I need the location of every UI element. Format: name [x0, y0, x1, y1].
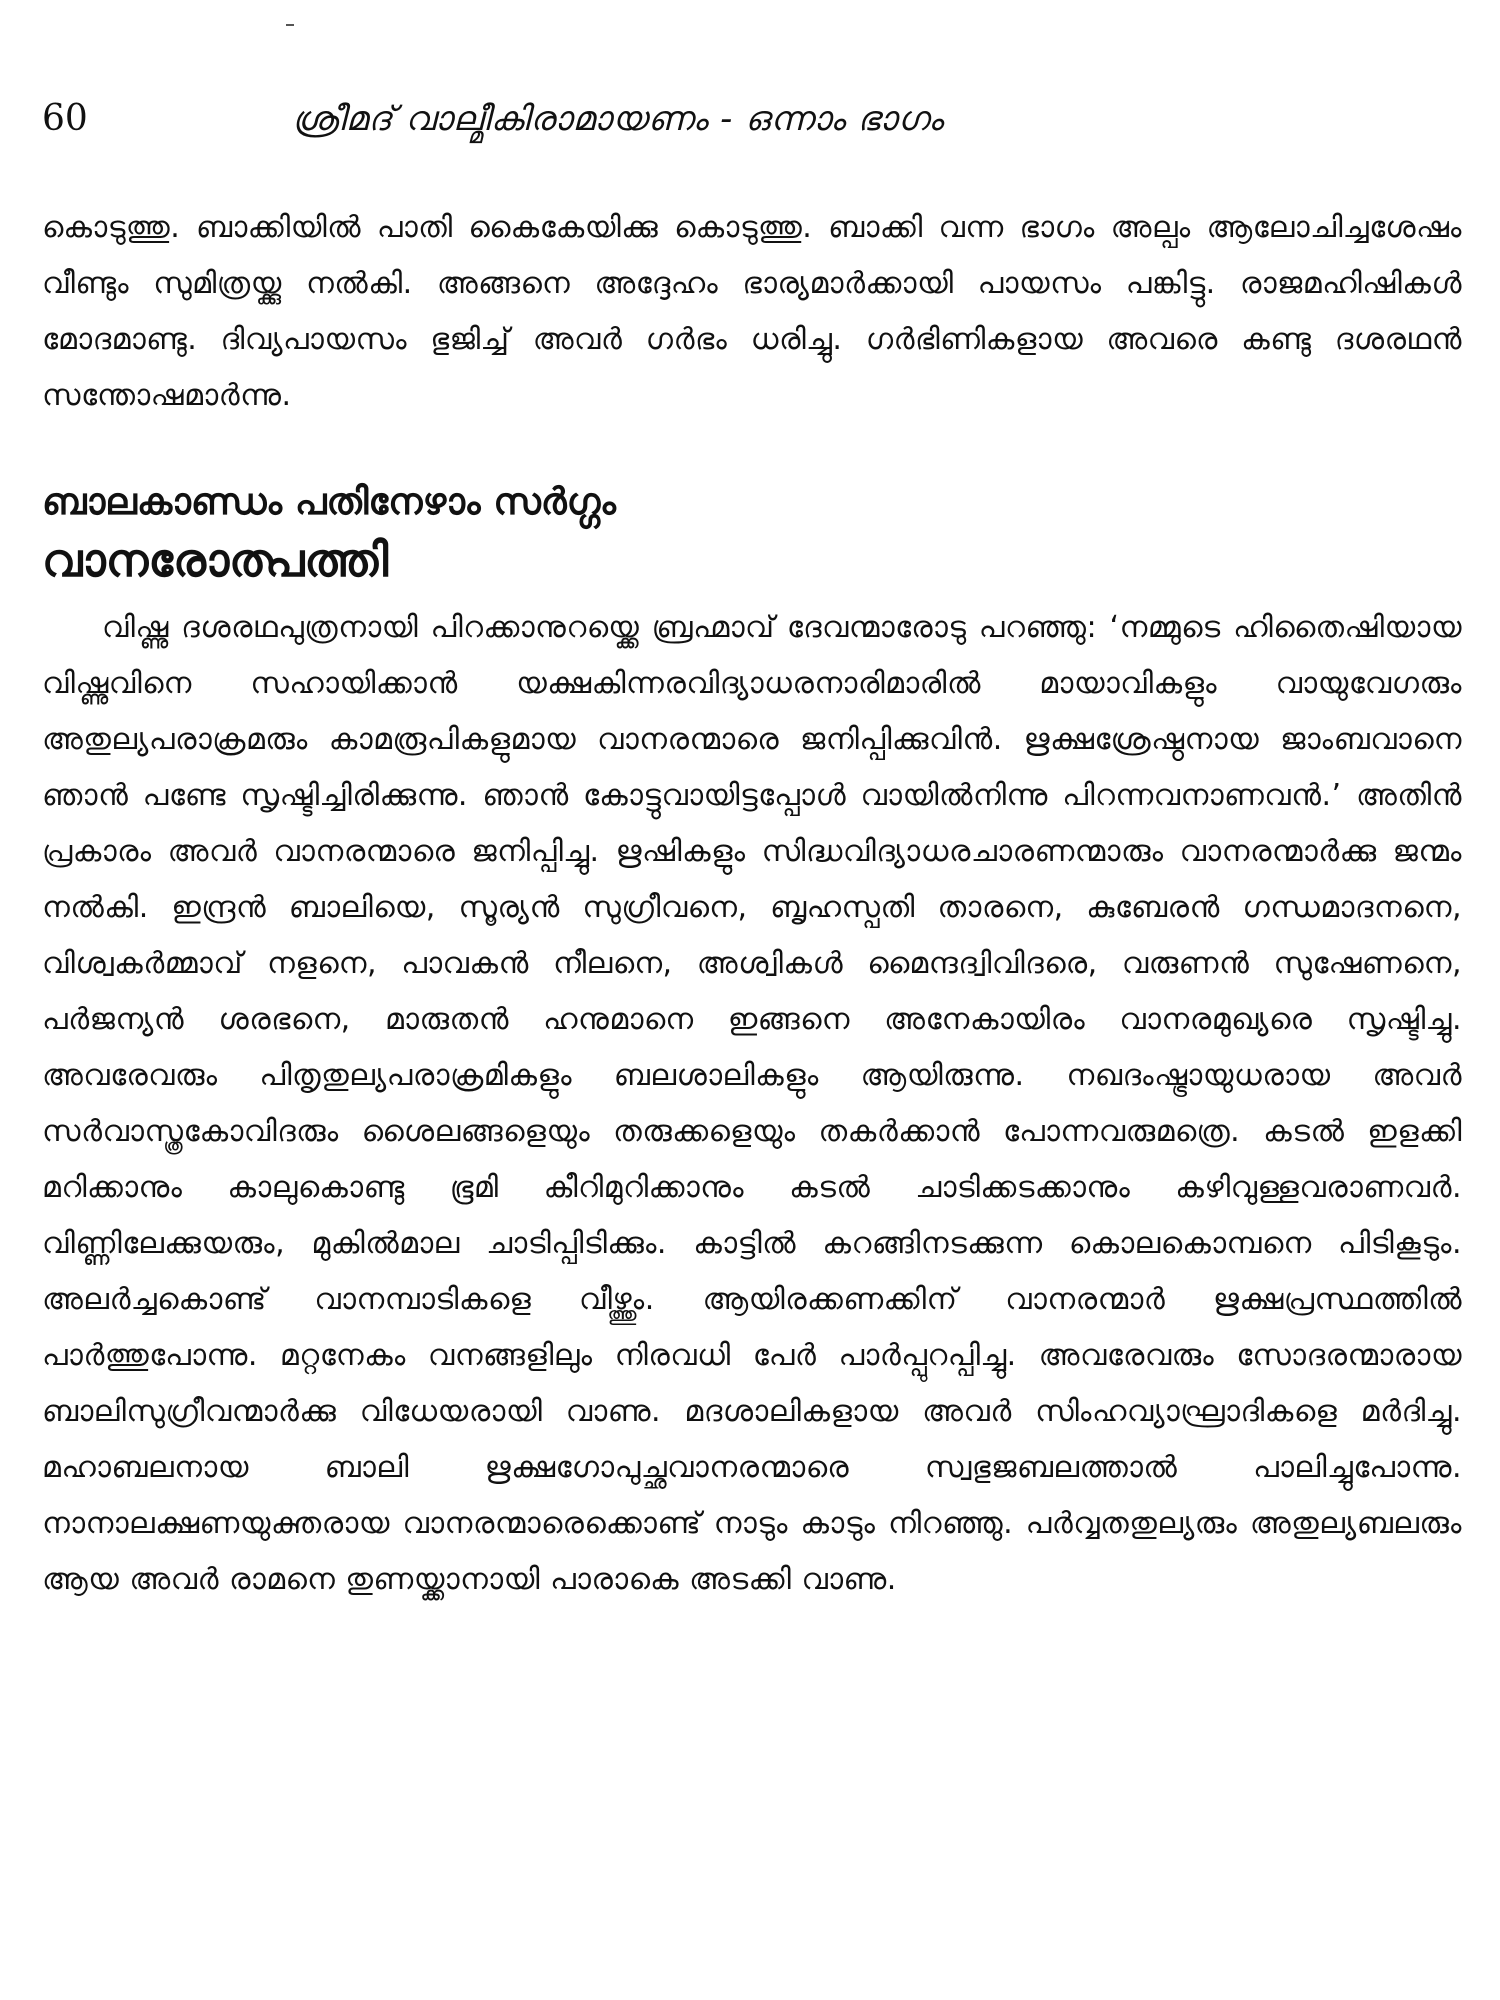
page-header	[42, 96, 1242, 146]
page-number: 60	[42, 98, 88, 139]
scan-speck	[286, 24, 294, 26]
paragraph-continuation: കൊടുത്തു. ബാക്കിയിൽ പാതി കൈകേയിക്കു കൊടുത്തു. ബാക്കി വന്ന ഭാഗം അല്പം ആലോചിച്ചശേഷം വീണ്ടും സുമിത്രയ്ക്കു നൽകി. അങ്ങനെ അദ്ദേഹം ഭാര്യമാർക്കായി പായസം പങ്കിട്ടു. രാജമഹിഷികൾ മോദമാണ്ടു. ദിവ്യപായസം ഭുജിച്ച് അവർ ഗർഭം ധരിച്ചു. ഗർഭിണികളായ അവരെ കണ്ടു ദശരഥൻ സന്തോഷമാർന്നു.	[42, 210, 1462, 413]
running-title: ശ്രീമദ് വാല്മീകിരാമായണം - ഒന്നാം ഭാഗം	[292, 99, 944, 139]
chapter-title: വാനരോത്പത്തി	[42, 533, 389, 587]
section-heading: ബാലകാണ്ഡം പതിനേഴാം സർഗ്ഗം	[42, 480, 616, 523]
paragraph-main: വിഷ്ണു ദശരഥപുത്രനായി പിറക്കാനുറയ്ക്കെ ബ്രഹ്മാവ് ദേവന്മാരോടു പറഞ്ഞു: ‘നമ്മുടെ ഹിതൈഷിയായ വിഷ്ണുവിനെ സഹായിക്കാൻ യക്ഷകിന്നരവിദ്യാധരനാരിമാരിൽ മായാവികളും വായുവേഗരും അതുല്യപരാക്രമരും കാമരൂപികളുമായ വാനരന്മാരെ ജനിപ്പിക്കുവിൻ. ഋക്ഷശ്രേഷ്ഠനായ ജാംബവാനെ ഞാൻ പണ്ടേ സൃഷ്ടിച്ചിരിക്കുന്നു. ഞാൻ കോട്ടുവായിട്ടപ്പോൾ വായിൽനിന്നു പിറന്നവനാണവൻ.’ അതിൻ പ്രകാരം അവർ വാനരന്മാരെ ജനിപ്പിച്ചു. ഋഷികളും സിദ്ധവിദ്യാധരചാരണന്മാരും വാനരന്മാർക്കു ജന്മം നൽകി. ഇന്ദ്രൻ ബാലിയെ, സൂര്യൻ സുഗ്രീവനെ, ബൃഹസ്പതി താരനെ, കുബേരൻ ഗന്ധമാദനനെ, വിശ്വകർമ്മാവ് നളനെ, പാവകൻ നീലനെ, അശ്വികൾ മൈന്ദദ്വിവിദരെ, വരുണൻ സുഷേണനെ, പർജന്യൻ ശരഭനെ, മാരുതൻ ഹനുമാനെ ഇങ്ങനെ അനേകായിരം വാനരമുഖ്യരെ സൃഷ്ടിച്ചു. അവരേവരും പിതൃതുല്യപരാക്രമികളും ബലശാലികളും ആയിരുന്നു. നഖദംഷ്ട്രായുധരായ അവർ സർവാസ്ത്രകോവിദരും ശൈലങ്ങളെയും തരുക്കളെയും തകർക്കാൻ പോന്നവരുമത്രെ. കടൽ ഇളക്കി മറിക്കാനും കാലുകൊണ്ടു ഭൂമി കീറിമുറിക്കാനും കടൽ ചാടിക്കടക്കാനും കഴിവുള്ളവരാണവർ. വിണ്ണിലേക്കുയരും, മുകിൽമാല ചാടിപ്പിടിക്കും. കാട്ടിൽ കറങ്ങിനടക്കുന്ന കൊലകൊമ്പനെ പിടികൂടും. അലർച്ചകൊണ്ട് വാനമ്പാടികളെ വീഴ്ത്തും. ആയിരക്കണക്കിന് വാനരന്മാർ ഋക്ഷപ്രസ്ഥത്തിൽ പാർത്തുപോന്നു. മറ്റനേകം വനങ്ങളിലും നിരവധി പേർ പാർപ്പുറപ്പിച്ചു. അവരേവരും സോദരന്മാരായ ബാലിസുഗ്രീവന്മാർക്കു വിധേയരായി വാണു. മദശാലികളായ അവർ സിംഹവ്യാഘ്രാദികളെ മർദിച്ചു. മഹാബലനായ ബാലി ഋക്ഷഗോപുച്ഛവാനരന്മാരെ സ്വഭുജബലത്താൽ പാലിച്ചുപോന്നു. നാനാലക്ഷണയുക്തരായ വാനരന്മാരെക്കൊണ്ട് നാടും കാടും നിറഞ്ഞു. പർവ്വതതുല്യരും അതുല്യബലരും ആയ അവർ രാമനെ തുണയ്ക്കാനായി പാരാകെ അടക്കി വാണു.	[42, 610, 1462, 1597]
